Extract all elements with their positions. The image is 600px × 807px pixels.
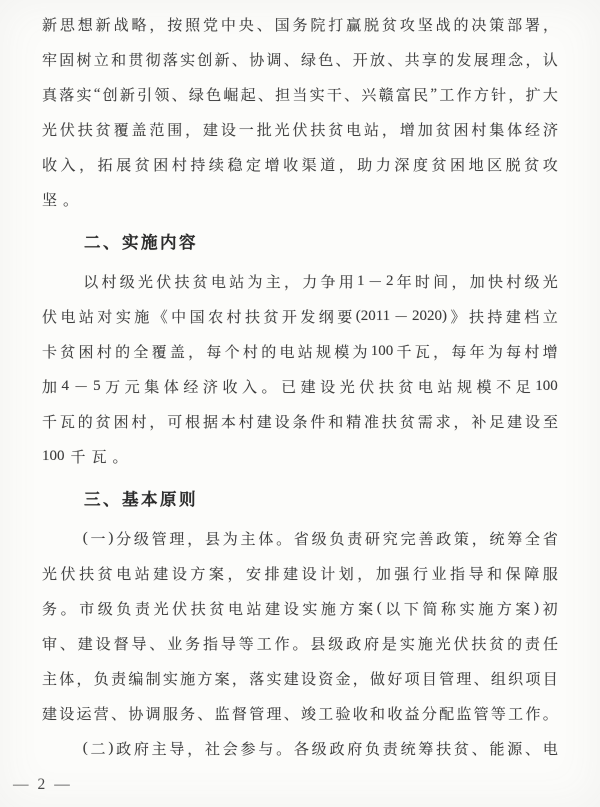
paragraph bbox=[42, 521, 558, 731]
text-line: 新 思 想 新 战 略 ， 按 照 党 中 央 、 国 务 院 打 赢 脱 贫 攻 坚 战 的 决 策 部 署 ， bbox=[42, 18, 558, 34]
text-line: 主 体 ， 负 责 编 制 实 施 方 案 ， 落 实 建 设 资 金 ， 做 好 项 目 管 理 、 组 织 项 目 bbox=[42, 672, 558, 688]
paragraph bbox=[42, 7, 558, 217]
text-line: 坚 。 bbox=[42, 193, 79, 209]
text-line: 100 千 瓦 。 bbox=[42, 448, 128, 466]
paragraph bbox=[42, 731, 558, 766]
text-line: 收 入 ， 拓 展 贫 困 村 持 续 稳 定 增 收 渠 道 ， 助 力 深 度 贫 困 地 区 脱 贫 攻 bbox=[42, 158, 558, 174]
text-line: 以 村 级 光 伏 扶 贫 电 站 为 主 ， 力 争 用 1 － 2 年 时 间 ， 加 快 村 级 光 bbox=[83, 273, 558, 291]
section-heading-principles: 三、基本原则 bbox=[84, 490, 198, 509]
text-line: 建 设 运 营 、 协 调 服 务 、 监 督 管 理 、 竣 工 验 收 和 收 益 分 配 监 管 等 工 作 。 bbox=[42, 707, 558, 723]
text-line: 光 伏 扶 贫 覆 盖 范 围 ， 建 设 一 批 光 伏 扶 贫 电 站 ， 增 加 贫 困 村 集 体 经 济 bbox=[42, 123, 558, 139]
text-line: 真 落 实 “ 创 新 引 领 、 绿 色 崛 起 、 担 当 实 干 、 兴 赣 富 民 ” 工 作 方 针 ， 扩 大 bbox=[42, 86, 558, 104]
text-line: 伏 电 站 对 实 施 《 中 国 农 村 扶 贫 开 发 纲 要 (2011 － 2020) 》 扶 持 建 档 立 bbox=[42, 308, 558, 326]
text-line: 加 4 － 5 万 元 集 体 经 济 收 入 。 已 建 设 光 伏 扶 贫 电 站 规 模 不 足 100 bbox=[42, 378, 558, 396]
page-number: — 2 — bbox=[13, 776, 70, 793]
text-line: ( 二 ) 政 府 主 导 ， 社 会 参 与 。 各 级 政 府 负 责 统 筹 扶 贫 、 能 源 、 电 bbox=[82, 740, 558, 758]
paragraph bbox=[42, 264, 558, 474]
text-line: 千 瓦 的 贫 困 村 ， 可 根 据 本 村 建 设 条 件 和 精 准 扶 贫 需 求 ， 补 足 建 设 至 bbox=[42, 415, 558, 431]
text-line: 卡 贫 困 村 的 全 覆 盖 ， 每 个 村 的 电 站 规 模 为 100 千 瓦 ， 每 年 为 每 村 增 bbox=[42, 343, 558, 361]
text-line: 务 。 市 级 负 责 光 伏 扶 贫 电 站 建 设 实 施 方 案 ( 以 下 简 称 实 施 方 案 ) 初 bbox=[42, 600, 558, 618]
text-line: 光 伏 扶 贫 电 站 建 设 方 案 ， 安 排 建 设 计 划 ， 加 强 行 业 指 导 和 保 障 服 bbox=[42, 567, 558, 583]
text-line: 牢 固 树 立 和 贯 彻 落 实 创 新 、 协 调 、 绿 色 、 开 放 、 共 享 的 发 展 理 念 ， 认 bbox=[42, 53, 558, 69]
text-line: 审 、 建 设 督 导 、 业 务 指 导 等 工 作 。 县 级 政 府 是 实 施 光 伏 扶 贫 的 责 任 bbox=[42, 637, 558, 653]
section-heading-implementation: 二、实施内容 bbox=[84, 233, 198, 252]
text-line: ( 一 ) 分 级 管 理 ， 县 为 主 体 。 省 级 负 责 研 究 完 善 政 策 ， 统 筹 全 省 bbox=[82, 530, 558, 548]
